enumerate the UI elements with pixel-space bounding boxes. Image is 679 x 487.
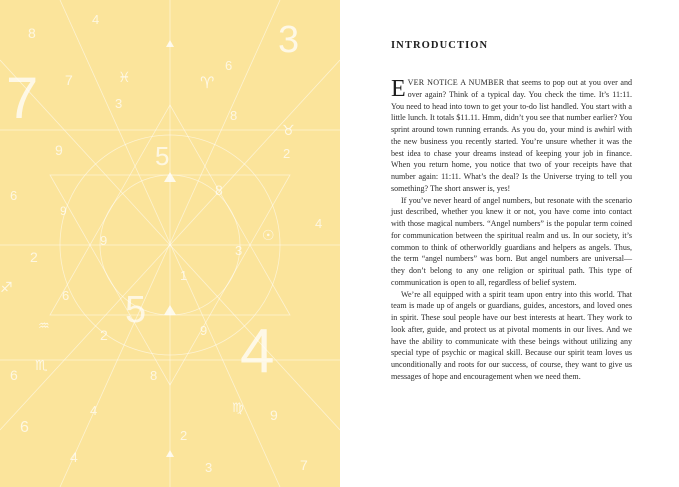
numerals bbox=[6, 12, 322, 475]
numeral: 9 bbox=[200, 323, 208, 338]
numeral: 7 bbox=[6, 66, 39, 131]
paragraph: We’re all equipped with a spirit team upon entry into this world. That team is made up of angels or guardians, guides, ancestors, and loved ones in spirit. These soul people have our best interests at heart. They work to look after, guide, and protect us at pivotal moments in our lives. And we have the ability to communicate with these beings without utilizing any special type of psychic or magical skill. Because our spirit team loves us unconditionally and roots for our success, of course, they want to give us messages of hope and encouragement when we need them. bbox=[391, 289, 632, 381]
numeral: 3 bbox=[278, 19, 300, 61]
chapter-body bbox=[391, 77, 632, 383]
drop-cap: E bbox=[391, 76, 406, 102]
triangle-icon bbox=[166, 450, 174, 457]
numeral: 3 bbox=[205, 460, 213, 475]
numeral: 8 bbox=[230, 108, 238, 123]
sun-icon: ☉ bbox=[262, 228, 275, 244]
numeral: 6 bbox=[10, 188, 18, 203]
numeral: 7 bbox=[300, 457, 308, 473]
chapter-title: INTRODUCTION bbox=[391, 40, 489, 51]
taurus-icon: ♉ bbox=[282, 123, 295, 139]
numeral: 9 bbox=[55, 142, 63, 158]
triangle-icon bbox=[164, 172, 176, 182]
numeral: 4 bbox=[90, 403, 98, 418]
numeral: 4 bbox=[70, 449, 78, 465]
numeral: 2 bbox=[283, 146, 291, 161]
numeral: 3 bbox=[115, 96, 123, 111]
numeral: 6 bbox=[62, 288, 70, 303]
numeral: 2 bbox=[180, 428, 188, 443]
numeral: 6 bbox=[225, 58, 233, 73]
scorpio-icon: ♏ bbox=[35, 358, 48, 374]
numeral: 2 bbox=[30, 249, 38, 265]
numeral: 5 bbox=[155, 141, 170, 171]
aquarius-icon: ♒ bbox=[38, 319, 50, 334]
paragraph-text: that seems to pop out at you over and over again? Think of a typical day. You check the time. It’s 11:11. You need to head into town to get your to-do list handled. You start with a little lunch. It totals $11.11. Hmm, didn’t you see that number earlier? You sprint around town running errands. As you do, your mind is awhirl with the new business you recently started. You’re unsure whether it was the best idea to chase your dreams instead of keeping your job in finance. When you return home, you notice that two of your receipts have that number again: 11:11. What’s the deal? Is the Universe trying to tell you something? The short answer is, yes! bbox=[391, 78, 632, 193]
numeral: 3 bbox=[235, 243, 243, 258]
pisces-icon: ♓ bbox=[118, 70, 131, 86]
numeral: 8 bbox=[28, 25, 36, 41]
numeral: 8 bbox=[215, 182, 223, 198]
numeral: 2 bbox=[100, 327, 108, 343]
numeral: 9 bbox=[270, 407, 278, 423]
triangle-icon bbox=[164, 305, 176, 315]
numeral: 8 bbox=[150, 368, 158, 383]
numeral: 4 bbox=[315, 216, 323, 231]
numeral: 6 bbox=[10, 367, 18, 383]
numeral: 4 bbox=[240, 317, 275, 386]
lead-in: VER NOTICE A NUMBER bbox=[407, 78, 505, 87]
numeral: 7 bbox=[65, 72, 73, 88]
numeral: 4 bbox=[92, 12, 100, 27]
paragraph bbox=[391, 77, 632, 195]
numeral: 9 bbox=[100, 233, 108, 248]
numeral: 1 bbox=[180, 268, 188, 283]
numeral: 6 bbox=[20, 419, 29, 436]
virgo-icon: ♍ bbox=[232, 401, 244, 416]
sagittarius-icon: ♐ bbox=[0, 280, 13, 296]
numeral: 5 bbox=[125, 289, 147, 331]
triangle-icon bbox=[166, 40, 174, 47]
aries-icon: ♈ bbox=[200, 73, 215, 92]
paragraph: If you’ve never heard of angel numbers, but resonate with the scenario just described, whether you knew it or not, you have come into contact with those magical numbers. “Angel numbers” is the popular term coined for communication between the spiritual realm and us. In our society, it’s common to think of otherworldly guardians and helpers as angels. Thus, the term “angel numbers” was born. But angel numbers are universal—they don’t belong to any one religion or spiritual path. This type of communication is open to all, regardless of belief system. bbox=[391, 195, 632, 287]
text-page bbox=[340, 0, 679, 487]
numeral: 9 bbox=[60, 204, 67, 218]
